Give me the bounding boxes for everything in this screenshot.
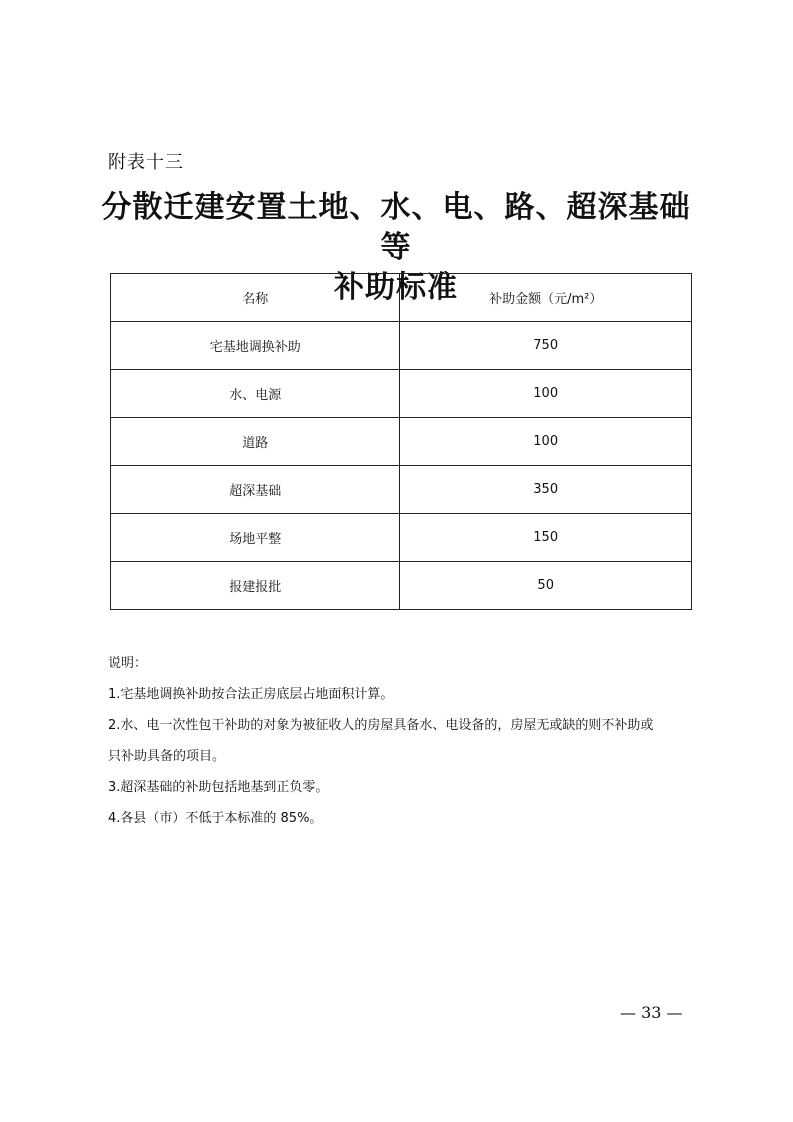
row-amount-cell: 100 — [400, 418, 692, 466]
row-amount-cell: 50 — [400, 562, 692, 610]
table-row — [111, 466, 692, 514]
table-row — [111, 562, 692, 610]
table-row — [111, 418, 692, 466]
title-line-1: 分散迁建安置土地、水、电、路、超深基础等 — [101, 190, 691, 265]
page-number: — 33 — — [620, 1003, 683, 1022]
row-name-cell: 超深基础 — [111, 466, 400, 514]
row-amount-cell: 350 — [400, 466, 692, 514]
table-header-row — [111, 274, 692, 322]
notes-heading: 说明： — [108, 656, 148, 671]
subsidy-standards-table — [110, 273, 692, 610]
table-row — [111, 370, 692, 418]
note-item: 4.各县（市）不低于本标准的 85%。 — [108, 811, 323, 826]
column-header-name: 名称 — [111, 274, 400, 322]
table-row — [111, 514, 692, 562]
row-name-cell: 报建报批 — [111, 562, 400, 610]
note-item: 3.超深基础的补助包括地基到正负零。 — [108, 780, 329, 795]
notes-section — [108, 648, 698, 834]
note-item: 1.宅基地调换补助按合法正房底层占地面积计算。 — [108, 687, 394, 702]
note-item: 2.水、电一次性包干补助的对象为被征收人的房屋具备水、电设备的，房屋无或缺的则不补助或 — [108, 718, 654, 733]
row-name-cell: 水、电源 — [111, 370, 400, 418]
row-name-cell: 道路 — [111, 418, 400, 466]
note-item: 只补助具备的项目。 — [108, 749, 226, 764]
table-row — [111, 322, 692, 370]
row-amount-cell: 150 — [400, 514, 692, 562]
column-header-amount: 补助金额（元/m²） — [400, 274, 692, 322]
row-amount-cell: 100 — [400, 370, 692, 418]
title-line-2: 补助标准 — [334, 270, 458, 305]
appendix-label: 附表十三 — [108, 152, 184, 173]
row-amount-cell: 750 — [400, 322, 692, 370]
row-name-cell: 宅基地调换补助 — [111, 322, 400, 370]
row-name-cell: 场地平整 — [111, 514, 400, 562]
